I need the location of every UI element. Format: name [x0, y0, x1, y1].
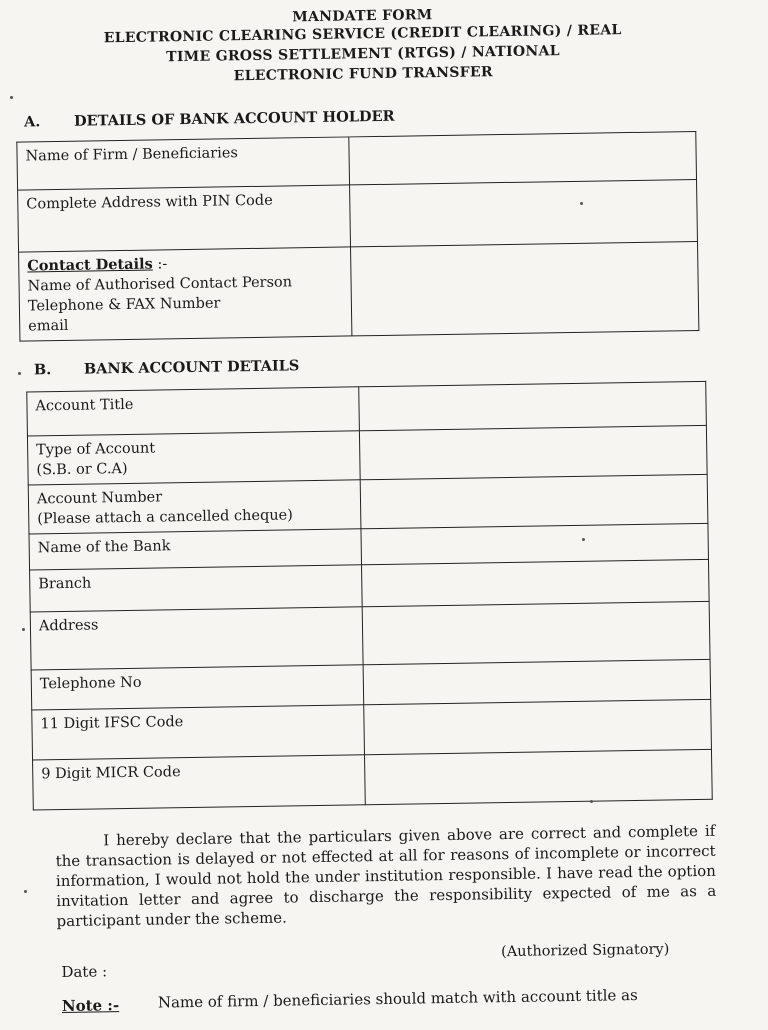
telephone-field[interactable] — [363, 659, 711, 704]
account-type-field[interactable] — [359, 425, 707, 479]
date-label: Date : — [61, 962, 108, 982]
scan-speck — [582, 538, 585, 541]
authorized-signatory-label: (Authorized Signatory) — [500, 941, 670, 961]
contact-details-field[interactable] — [351, 241, 699, 335]
branch-field[interactable] — [362, 559, 710, 606]
section-a-letter: A. — [23, 113, 41, 131]
email-label: email — [28, 317, 69, 335]
ifsc-field[interactable] — [364, 699, 712, 754]
account-title-label: Account Title — [27, 387, 360, 436]
account-type-hint: (S.B. or C.A) — [36, 460, 128, 479]
scan-speck — [580, 202, 583, 205]
micr-field[interactable] — [364, 749, 712, 804]
contact-person-label: Name of Authorised Contact Person — [27, 274, 293, 295]
branch-label: Branch — [30, 565, 363, 612]
micr-label: 9 Digit MICR Code — [33, 755, 366, 810]
account-number-field[interactable] — [360, 474, 708, 528]
account-number-label: Account Number — [36, 489, 163, 508]
section-a-heading — [24, 108, 395, 131]
declaration-text: I hereby declare that the particulars given above are correct and complete if the transaction is delayed or not effected at all for reasons of incomplete or incorrect information, I would not hold the under institution responsible. I have read the option invitation letter and agree to discharge the responsibility expected of me as a participant under the scheme. — [55, 821, 717, 931]
address-field[interactable] — [350, 179, 698, 246]
form-subtitle-line-2: TIME GROSS SETTLEMENT (RTGS) / NATIONAL — [166, 43, 560, 66]
table-row — [33, 749, 713, 810]
address-label: Complete Address with PIN Code — [18, 185, 351, 252]
account-holder-table — [16, 131, 699, 342]
note-heading: Note — [61, 996, 103, 1016]
note-label — [62, 996, 119, 1015]
section-b-heading — [34, 357, 300, 378]
table-row — [18, 179, 698, 252]
contact-details-suffix: :- — [152, 256, 168, 273]
section-b-title: BANK ACCOUNT DETAILS — [83, 357, 300, 378]
telephone-label: Telephone No — [31, 665, 364, 710]
contact-details-cell — [19, 247, 352, 341]
firm-name-field[interactable] — [349, 131, 697, 184]
bank-address-field[interactable] — [362, 601, 710, 664]
bank-address-label: Address — [30, 607, 363, 670]
bank-account-table — [26, 381, 712, 811]
form-subtitle-line-1: ELECTRONIC CLEARING SERVICE (CREDIT CLEARING) / REAL — [103, 22, 622, 47]
note-suffix: :- — [101, 996, 120, 1015]
telephone-fax-label: Telephone & FAX Number — [27, 295, 221, 315]
scan-speck — [18, 372, 21, 375]
account-type-cell — [27, 431, 360, 485]
section-a-title: DETAILS OF BANK ACCOUNT HOLDER — [73, 107, 395, 130]
scan-speck — [10, 96, 13, 99]
table-row — [30, 601, 710, 670]
contact-details-heading: Contact Details — [27, 255, 153, 275]
ifsc-label: 11 Digit IFSC Code — [32, 705, 365, 760]
bank-name-label: Name of the Bank — [29, 529, 362, 570]
note-text: Name of firm / beneficiaries should match with account title as — [157, 986, 638, 1012]
bank-name-field[interactable] — [361, 523, 709, 564]
account-title-field[interactable] — [359, 381, 707, 430]
form-title: MANDATE FORM — [292, 7, 433, 26]
account-number-hint: (Please attach a cancelled cheque) — [37, 507, 293, 528]
scan-speck — [590, 800, 593, 803]
section-b-letter: B. — [33, 361, 52, 379]
table-row — [19, 241, 699, 341]
scan-speck — [24, 890, 27, 893]
form-subtitle-line-3: ELECTRONIC FUND TRANSFER — [233, 64, 493, 85]
scan-speck — [22, 628, 25, 631]
firm-name-label: Name of Firm / Beneficiaries — [17, 137, 350, 190]
account-number-cell — [28, 480, 361, 534]
account-type-label: Type of Account — [36, 440, 156, 459]
